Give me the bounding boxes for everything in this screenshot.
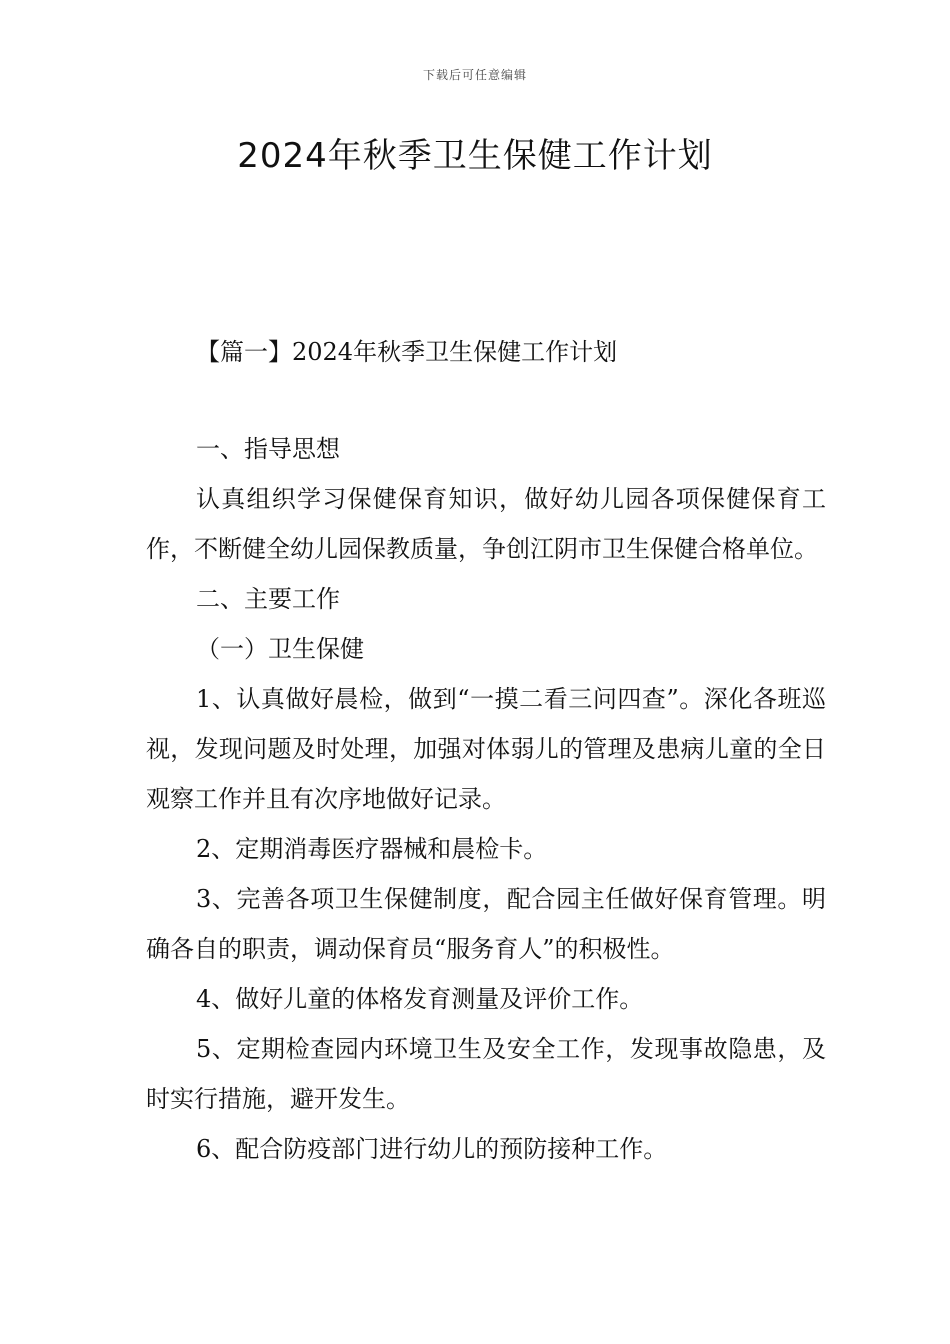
heading-main-work: 二、主要工作 [196,585,340,613]
list-item-6: 6、配合防疫部门进行幼儿的预防接种工作。 [196,1135,668,1163]
subheading-health-care: （一）卫生保健 [196,635,364,663]
paragraph-guiding-ideology: 认真组织学习保健保育知识，做好幼儿园各项保健保育工作，不断健全幼儿园保教质量，争创江阴市卫生保健合格单位。 [146,485,826,563]
document-title: 2024年秋季卫生保健工作计划 [237,136,713,176]
list-item-5: 5、定期检查园内环境卫生及安全工作，发现事故隐患，及时实行措施，避开发生。 [146,1035,826,1113]
list-item-3: 3、完善各项卫生保健制度，配合园主任做好保育管理。明确各自的职责，调动保育员“服务育人”的积极性。 [146,885,826,963]
header-note: 下载后可任意编辑 [422,68,527,82]
section-heading: 【篇一】2024年秋季卫生保健工作计划 [196,338,618,366]
list-item-1: 1、认真做好晨检，做到“一摸二看三问四查”。深化各班巡视，发现问题及时处理，加强对体弱儿的管理及患病儿童的全日观察工作并且有次序地做好记录。 [146,685,826,813]
document-body [146,424,826,1174]
heading-guiding-ideology: 一、指导思想 [196,435,340,463]
list-item-2: 2、定期消毒医疗器械和晨检卡。 [196,835,548,863]
list-item-4: 4、做好儿童的体格发育测量及评价工作。 [196,985,644,1013]
